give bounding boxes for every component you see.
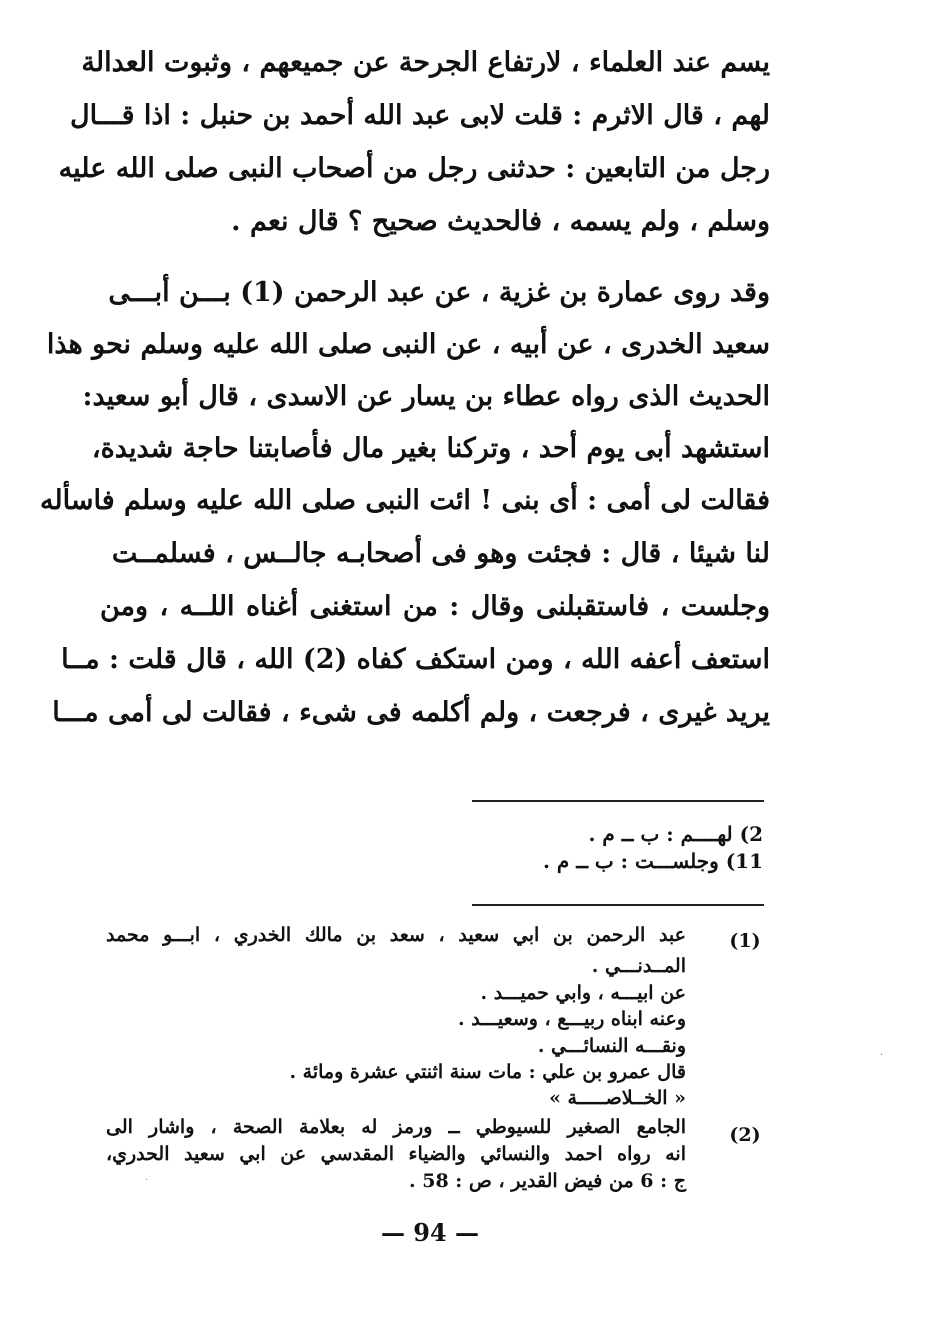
text-line: استشهد أبى يوم أحد ، وتركنا بغير مال فأصابتنا حاجة شديدة، [91, 433, 770, 464]
footnote-line: عن ابيـــه ، وابي حميـــد . [480, 982, 686, 1004]
text-line: سعيد الخدرى ، عن أبيه ، عن النبى صلى الله عليه وسلم نحو هذا [46, 329, 770, 360]
text-line: رجل من التابعين : حدثنى رجل من أصحاب النبى صلى الله عليه [58, 153, 770, 184]
page-number: — 94 — [380, 1218, 480, 1247]
footnote-line: ج : 6 من فيض القدير ، ص : 58 . [408, 1170, 686, 1192]
footnote-number: (2) [729, 1124, 761, 1146]
footnote-line: ونقـــه النسائـــي . [537, 1035, 686, 1057]
text-line: لنا شيئا ، قال : فجئت وهو فى أصحابـه جالــس ، فسلمــت [111, 538, 770, 569]
footnote-line: وعنه ابناه ربيـــع ، وسعيـــد . [458, 1008, 686, 1030]
scan-speck: · [145, 1175, 149, 1186]
footnotes-rule [472, 904, 764, 906]
footnote-line: « الخــلاصـــــة » [549, 1087, 686, 1109]
scan-speck: · [880, 1050, 884, 1061]
footnote-line: قال عمرو بن علي : مات سنة اثنتي عشرة ومائة . [289, 1061, 686, 1083]
text-line: يريد غيرى ، فرجعت ، ولم أكلمه فى شىء ، فقالت لى أمى مـــا [52, 697, 770, 728]
text-line: وجلست ، فاستقبلنى وقال : من استغنى أغناه اللــه ، ومن [100, 591, 770, 622]
text-line: فقالت لى أمى : أى بنى ! ائت النبى صلى الله عليه وسلم فاسأله [39, 485, 770, 516]
footnote-line: الجامع الصغير للسيوطي ــ ورمز له بعلامة الصحة ، واشار الى [106, 1116, 686, 1138]
footnote-line: المــدنـــي . [591, 955, 686, 977]
text-line: استعف أعفه الله ، ومن استكف كفاه (2) الله ، قال قلت : مــا [61, 644, 770, 675]
variants-rule [472, 800, 764, 802]
variant-reading: 11) وجلســـت : ب ــ م . [542, 849, 763, 873]
variant-reading: 2) لهــــم : ب ــ م . [588, 822, 763, 846]
text-line: وسلم ، ولم يسمه ، فالحديث صحيح ؟ قال نعم . [231, 206, 770, 237]
text-line: وقد روى عمارة بن غزية ، عن عبد الرحمن (1) بـــن أبـــى [108, 277, 770, 308]
text-line: يسم عند العلماء ، لارتفاع الجرحة عن جميعهم ، وثبوت العدالة [81, 47, 770, 78]
text-line: لهم ، قال الاثرم : قلت لابى عبد الله أحمد بن حنبل : اذا قـــال [70, 100, 770, 131]
footnote-number: (1) [729, 930, 761, 952]
footnote-line: عبد الرحمن بن ابي سعيد ، سعد بن مالك الخدري ، ابـــو محمد [106, 924, 686, 946]
text-line: الحديث الذى رواه عطاء بن يسار عن الاسدى ، قال أبو سعيد: [82, 381, 770, 412]
footnote-line: انه رواه احمد والنسائي والضياء المقدسي عن ابي سعيد الحدري، [106, 1143, 686, 1165]
